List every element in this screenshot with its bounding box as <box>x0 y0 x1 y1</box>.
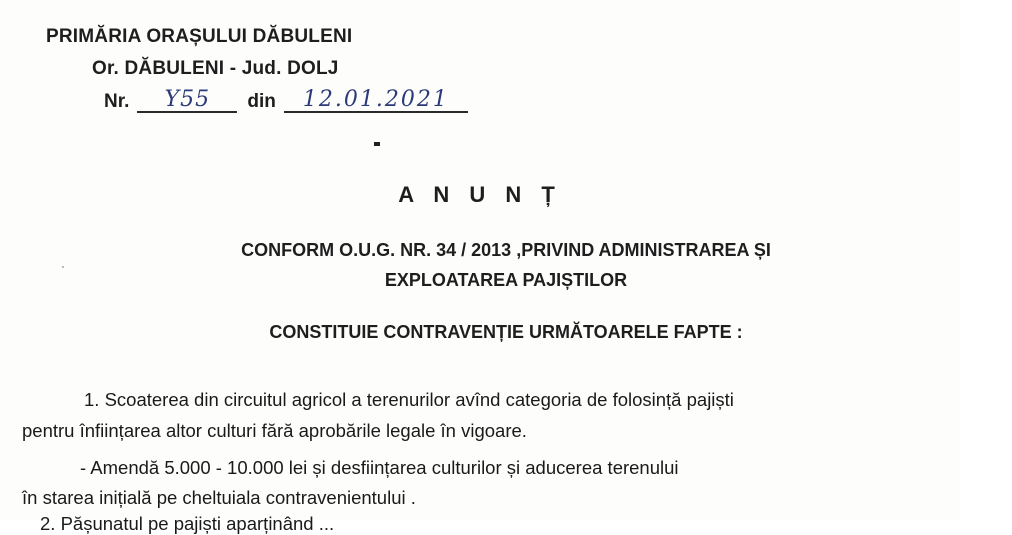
institution-name: PRIMĂRIA ORAȘULUI DĂBULENI <box>46 26 353 47</box>
item2-text-partial: 2. Pășunatul pe pajiști aparținând ... <box>40 513 335 534</box>
number-label: Nr. <box>104 91 130 112</box>
item1-penalty-line2: în starea inițială pe cheltuiala contravenientului . <box>22 487 416 508</box>
item1-penalty-line1: - Amendă 5.000 - 10.000 lei și desființarea culturilor și aducerea terenului <box>80 457 679 478</box>
ink-dot <box>374 142 380 146</box>
handwritten-number: Y55 <box>137 89 237 113</box>
item1-text-line1: 1. Scoaterea din circuitul agricol a terenurilor avînd categoria de folosință pajiști <box>84 389 734 410</box>
registration-line <box>104 89 468 113</box>
legal-basis-line-1: CONFORM O.U.G. NR. 34 / 2013 ,PRIVIND ADMINISTRAREA ȘI <box>241 240 771 260</box>
offenses-heading: CONSTITUIE CONTRAVENȚIE URMĂTOARELE FAPTE : <box>269 322 743 342</box>
date-label: din <box>247 91 276 112</box>
handwritten-date: 12.01.2021 <box>284 89 468 113</box>
announcement-title: A N U N Ț <box>398 182 562 207</box>
item1-text-line2: pentru înființarea altor culturi fără aprobările legale în vigoare. <box>22 420 527 441</box>
locality-line: Or. DĂBULENI - Jud. DOLJ <box>92 58 339 79</box>
legal-basis-line-2: EXPLOATAREA PAJIȘTILOR <box>384 270 628 290</box>
scan-speck <box>62 266 64 268</box>
